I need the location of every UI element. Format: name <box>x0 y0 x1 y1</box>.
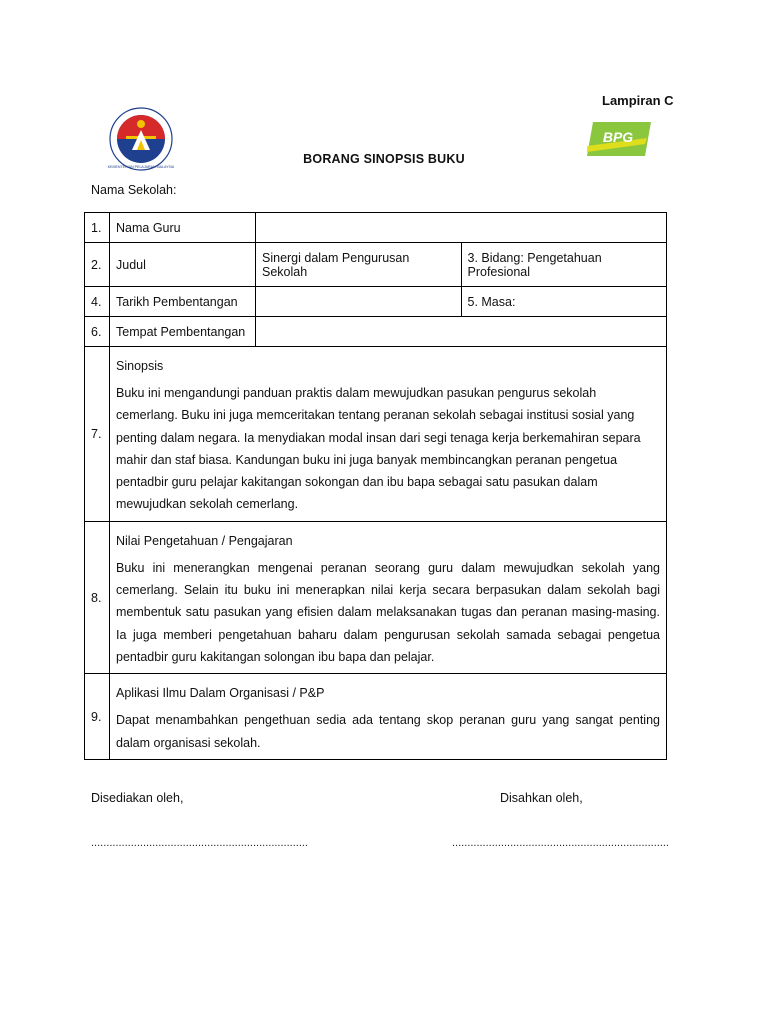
nama-guru-field[interactable] <box>256 213 667 243</box>
section-title-aplikasi: Aplikasi Ilmu Dalam Organisasi / P&P <box>116 686 325 701</box>
nilai-cell <box>110 521 667 673</box>
synopsis-form-table <box>84 212 667 760</box>
section-title-nilai: Nilai Pengetahuan / Pengajaran <box>116 533 293 548</box>
field-label-tarikh: Tarikh Pembentangan <box>110 287 256 317</box>
row-number: 6. <box>85 317 110 347</box>
table-row <box>85 243 667 287</box>
aplikasi-text: Dapat menambahkan pengethuan sedia ada tentang skop peranan guru yang sangat penting dalam organisasi sekolah. <box>116 713 660 750</box>
bidang-value: 3. Bidang: Pengetahuan Profesional <box>461 243 667 287</box>
masa-field[interactable]: 5. Masa: <box>461 287 667 317</box>
field-label-nama-guru: Nama Guru <box>110 213 256 243</box>
row-number: 1. <box>85 213 110 243</box>
disediakan-label: Disediakan oleh, <box>91 791 184 805</box>
field-label-judul: Judul <box>110 243 256 287</box>
table-row <box>85 287 667 317</box>
section-title-sinopsis: Sinopsis <box>116 359 164 373</box>
nama-sekolah-label: Nama Sekolah: <box>91 183 177 197</box>
field-label-tempat: Tempat Pembentangan <box>110 317 256 347</box>
bpg-logo-text: BPG <box>602 129 634 145</box>
row-number: 7. <box>85 347 110 522</box>
row-number: 4. <box>85 287 110 317</box>
table-row <box>85 317 667 347</box>
aplikasi-cell <box>110 674 667 760</box>
kpm-logo-text: KEMENTERIAN PELAJARAN MALAYSIA <box>108 165 174 169</box>
table-row <box>85 347 667 522</box>
row-number: 2. <box>85 243 110 287</box>
table-row <box>85 213 667 243</box>
row-number: 9. <box>85 674 110 760</box>
page-title: BORANG SINOPSIS BUKU <box>303 152 465 166</box>
signature-line-left[interactable]: ....................................................................... <box>91 837 308 849</box>
row-number: 8. <box>85 521 110 673</box>
lampiran-label: Lampiran C <box>602 93 674 108</box>
sinopsis-cell <box>110 347 667 522</box>
tempat-field[interactable] <box>256 317 667 347</box>
tarikh-field[interactable] <box>256 287 462 317</box>
table-row <box>85 521 667 673</box>
judul-value: Sinergi dalam Pengurusan Sekolah <box>256 243 462 287</box>
signature-line-right[interactable]: ....................................................................... <box>452 837 669 849</box>
disahkan-label: Disahkan oleh, <box>500 791 583 805</box>
table-row <box>85 674 667 760</box>
sinopsis-text: Buku ini mengandungi panduan praktis dalam mewujudkan pasukan pengurus sekolah cemerlang. Buku ini juga memceritakan tentang peranan sekolah sebagai institusi sosial yang penting dalam negara. Ia menydiakan modal insan dari segi tenaga kerja berkemahiran separa mahir dan staf biasa. Kandungan buku ini juga banyak membincangkan peranan pengetua pentadbir guru pelajar kakitangan sokongan dan ibu bapa sebagai satu pasukan dalam mewujudkan sekolah cemerlang. <box>116 386 641 512</box>
nilai-text: Buku ini menerangkan mengenai peranan seorang guru dalam mewujudkan sekolah yang cemerlang. Selain itu buku ini menerapkan nilai kerja secara berpasukan dalam sekolah bagi membentuk satu pasukan yang efisien dalam melaksanakan tugas dan peranan masing-masing. Ia juga memberi pengetahuan baharu dalam pengurusan sekolah samada sebagai pengetua pentadbir guru kakitangan solongan ibu bapa dan pelajar. <box>116 560 660 664</box>
